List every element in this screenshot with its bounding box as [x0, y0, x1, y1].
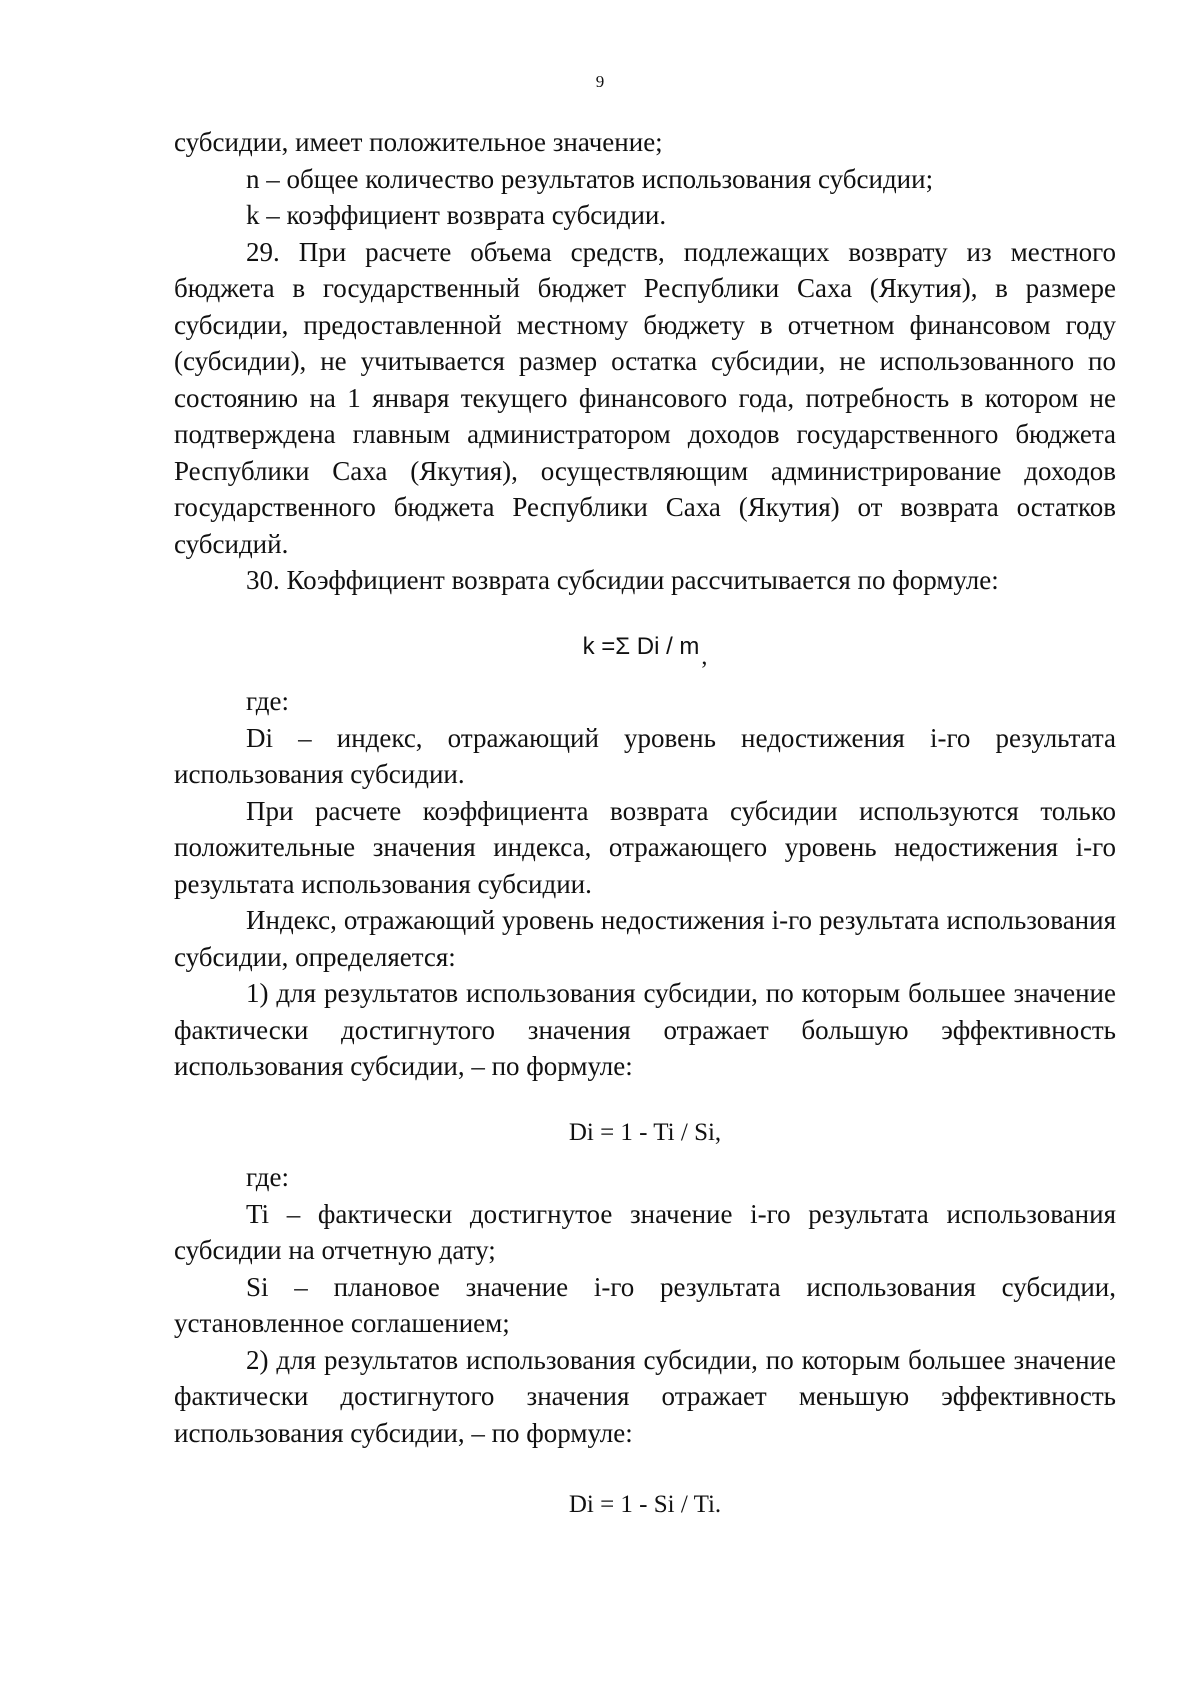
paragraph-29: 29. При расчете объема средств, подлежащих возврату из местного бюджета в государственный бюджет Республики Саха (Якутия), в размере субсидии, предоставленной местному бюджету в отчетном финансовом году (субсидии), не учитывается размер остатка субсидии, не использованного по состоянию на 1 января текущего финансового года, потребность в котором не подтверждена главным администратором доходов государственного бюджета Республики Саха (Якутия), осуществляющим администрирование доходов государственного бюджета Республики Саха (Якутия) от возврата остатков субсидий. — [174, 236, 1116, 559]
document-body — [174, 124, 1116, 1524]
paragraph-continuation: субсидии, имеет положительное значение; — [174, 127, 663, 157]
formula-di-case-2: Di = 1 - Si / Ti. — [568, 1491, 722, 1518]
paragraph-k-definition: k – коэффициент возврата субсидии. — [246, 200, 667, 230]
paragraph-index-determined: Индекс, отражающий уровень недостижения i-го результата использования субсидии, определяется: — [174, 905, 1116, 972]
paragraph-positive-values: При расчете коэффициента возврата субсидии используются только положительные значения индекса, отражающего уровень недостижения i-го результата использования субсидии. — [174, 795, 1116, 899]
formula-di-case-1: Di = 1 - Ti / Si, — [568, 1118, 722, 1146]
formula-k — [174, 629, 1116, 670]
page-number: 9 — [595, 72, 605, 91]
paragraph-30: 30. Коэффициент возврата субсидии рассчитывается по формуле: — [246, 565, 999, 595]
paragraph-case-2: 2) для результатов использования субсидии, по которым большее значение фактически достигнутого значения отражает меньшую эффективность использования субсидии, – по формуле: — [174, 1344, 1116, 1448]
paragraph-case-1: 1) для результатов использования субсидии, по которым большее значение фактически достигнутого значения отражает большую эффективность использования субсидии, – по формуле: — [174, 978, 1116, 1081]
paragraph-where-2: где: — [246, 1162, 289, 1192]
paragraph-ti-definition: Ti – фактически достигнутое значение i-го результата использования субсидии на отчетную дату; — [174, 1198, 1116, 1265]
formula-k-comma: , — [701, 643, 708, 670]
paragraph-si-definition: Si – плановое значение i-го результата использования субсидии, установленное соглашением; — [174, 1271, 1116, 1338]
formula-k-expression: k =Σ Di / m — [582, 632, 700, 660]
paragraph-where-1: где: — [246, 686, 289, 716]
paragraph-di-definition: Di – индекс, отражающий уровень недостижения i-го результата использования субсидии. — [174, 722, 1116, 789]
paragraph-n-definition: n – общее количество результатов использования субсидии; — [246, 163, 934, 194]
